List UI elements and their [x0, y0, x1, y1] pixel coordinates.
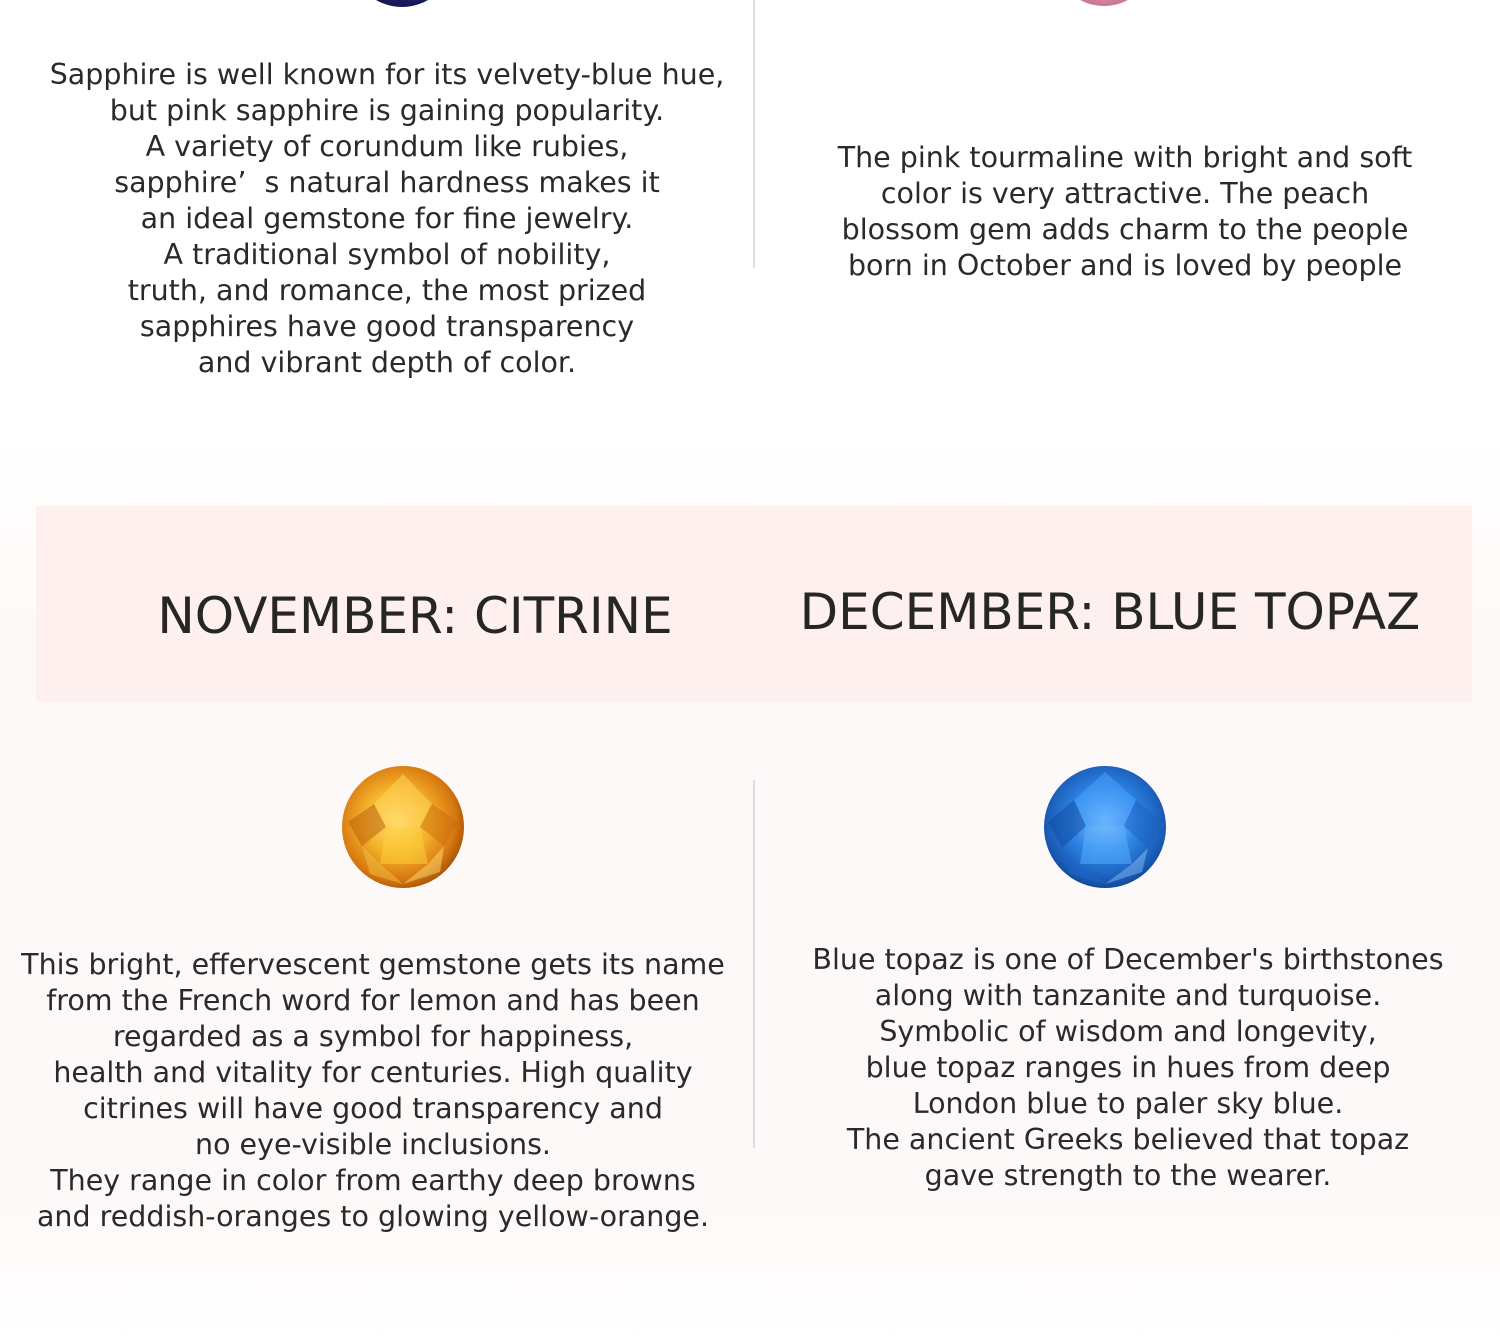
description-line: sapphire’ s natural hardness makes it: [114, 166, 660, 199]
november-heading: NOVEMBER: CITRINE: [157, 587, 673, 645]
description-line: blue topaz ranges in hues from deep: [865, 1051, 1391, 1084]
december-heading: DECEMBER: BLUE TOPAZ: [799, 583, 1421, 641]
description-line: and vibrant depth of color.: [197, 346, 577, 379]
description-line: A variety of corundum like rubies,: [145, 130, 629, 163]
sapphire-description: [20, 57, 754, 381]
description-line: This bright, effervescent gemstone gets its name: [21, 948, 725, 981]
sapphire-gem-icon: [352, 0, 452, 10]
description-line: The pink tourmaline with bright and soft: [837, 141, 1413, 174]
pink-tourmaline-gem-icon: [1066, 0, 1146, 12]
description-line: gave strength to the wearer.: [924, 1159, 1332, 1192]
description-line: an ideal gemstone for fine jewelry.: [140, 202, 634, 235]
description-line: from the French word for lemon and has been: [46, 984, 700, 1017]
blue-topaz-description: [780, 942, 1476, 1194]
description-line: A traditional symbol of nobility,: [163, 238, 611, 271]
description-line: London blue to paler sky blue.: [912, 1087, 1344, 1120]
description-line: Sapphire is well known for its velvety-blue hue,: [49, 58, 725, 91]
description-line: but pink sapphire is gaining popularity.: [109, 94, 665, 127]
description-line: health and vitality for centuries. High quality: [53, 1056, 693, 1089]
blue-topaz-gem-icon: [1042, 764, 1168, 890]
bottom-column-divider: [753, 780, 755, 1148]
description-line: Symbolic of wisdom and longevity,: [879, 1015, 1377, 1048]
description-line: along with tanzanite and turquoise.: [874, 979, 1382, 1012]
description-line: regarded as a symbol for happiness,: [112, 1020, 634, 1053]
description-line: blossom gem adds charm to the people: [841, 213, 1409, 246]
description-line: no eye-visible inclusions.: [195, 1128, 551, 1161]
description-line: sapphires have good transparency: [139, 310, 635, 343]
description-line: color is very attractive. The peach: [880, 177, 1370, 210]
description-line: Blue topaz is one of December's birthstones: [812, 943, 1444, 976]
description-line: citrines will have good transparency and: [83, 1092, 663, 1125]
citrine-description: [8, 947, 738, 1235]
description-line: and reddish-oranges to glowing yellow-orange.: [36, 1200, 710, 1233]
description-line: born in October and is loved by people: [847, 249, 1403, 282]
citrine-gem-icon: [340, 764, 466, 890]
description-line: They range in color from earthy deep browns: [50, 1164, 696, 1197]
pink-tourmaline-description: [770, 140, 1480, 284]
description-line: The ancient Greeks believed that topaz: [846, 1123, 1410, 1156]
description-line: truth, and romance, the most prized: [127, 274, 647, 307]
